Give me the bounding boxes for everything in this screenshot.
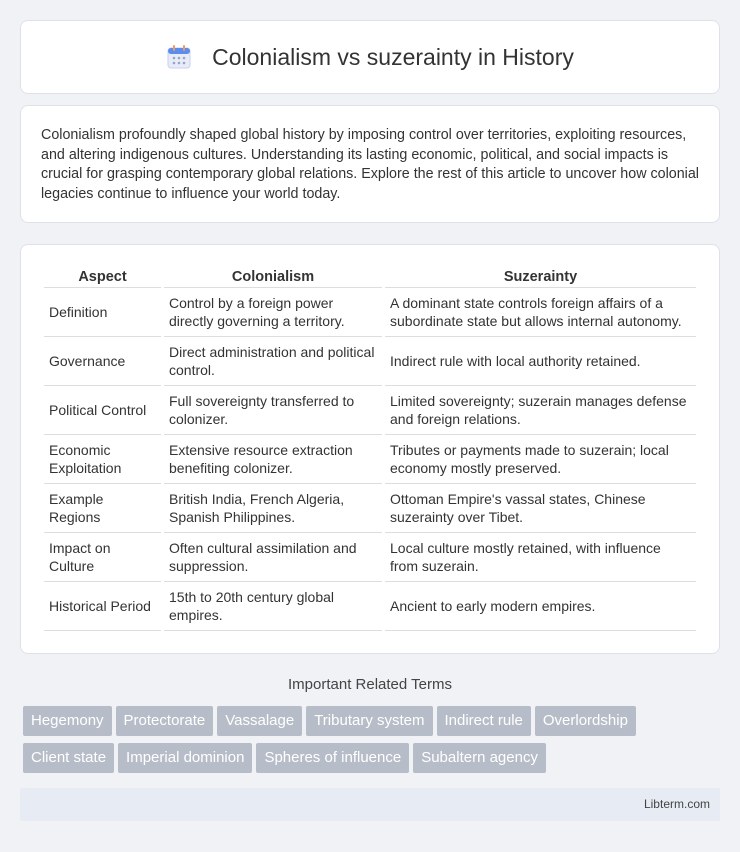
suzerainty-cell: A dominant state controls foreign affairs of a subordinate state but allows internal autonomy.	[385, 288, 696, 337]
tag-spheres-of-influence[interactable]: Spheres of influence	[256, 743, 409, 773]
suzerainty-cell: Limited sovereignty; suzerain manages defense and foreign relations.	[385, 386, 696, 435]
header-colonialism: Colonialism	[164, 265, 382, 288]
page-title: Colonialism vs suzerainty in History	[212, 43, 574, 70]
suzerainty-cell: Ottoman Empire's vassal states, Chinese suzerainty over Tibet.	[385, 484, 696, 533]
suzerainty-cell: Local culture mostly retained, with influence from suzerain.	[385, 533, 696, 582]
tag-client-state[interactable]: Client state	[23, 743, 114, 773]
suzerainty-cell: Tributes or payments made to suzerain; local economy mostly preserved.	[385, 435, 696, 484]
colonialism-cell: Often cultural assimilation and suppression.	[164, 533, 382, 582]
header-aspect: Aspect	[44, 265, 161, 288]
table-row	[44, 288, 696, 337]
header-card	[20, 20, 720, 94]
suzerainty-cell: Ancient to early modern empires.	[385, 582, 696, 631]
tag-protectorate[interactable]: Protectorate	[116, 706, 214, 736]
footer-site-link[interactable]: Libterm.com	[643, 797, 710, 811]
tag-hegemony[interactable]: Hegemony	[23, 706, 112, 736]
tag-indirect-rule[interactable]: Indirect rule	[437, 706, 531, 736]
aspect-cell: Political Control	[44, 386, 161, 435]
aspect-cell: Economic Exploitation	[44, 435, 161, 484]
table-row	[44, 386, 696, 435]
colonialism-cell: Extensive resource extraction benefiting colonizer.	[164, 435, 382, 484]
aspect-cell: Governance	[44, 337, 161, 386]
table-row	[44, 337, 696, 386]
comparison-table	[41, 265, 699, 631]
colonialism-cell: Control by a foreign power directly governing a territory.	[164, 288, 382, 337]
table-row	[44, 533, 696, 582]
related-terms-list	[23, 706, 723, 780]
intro-text: Colonialism profoundly shaped global history by imposing control over territories, exploiting resources, and altering indigenous cultures. Understanding its lasting economic, political, and social impacts is crucial for grasping contemporary global relations. Explore the rest of this article to uncover how colonial legacies continue to influence your world today.	[41, 127, 699, 202]
header-suzerainty: Suzerainty	[385, 265, 696, 288]
tag-overlordship[interactable]: Overlordship	[535, 706, 636, 736]
aspect-cell: Historical Period	[44, 582, 161, 631]
tag-imperial-dominion[interactable]: Imperial dominion	[118, 743, 252, 773]
aspect-cell: Example Regions	[44, 484, 161, 533]
suzerainty-cell: Indirect rule with local authority retained.	[385, 337, 696, 386]
aspect-cell: Impact on Culture	[44, 533, 161, 582]
intro-card	[20, 105, 720, 223]
comparison-table-card	[20, 244, 720, 654]
related-terms-title: Important Related Terms	[288, 676, 452, 693]
tag-tributary-system[interactable]: Tributary system	[306, 706, 432, 736]
tag-vassalage[interactable]: Vassalage	[217, 706, 302, 736]
colonialism-cell: British India, French Algeria, Spanish Philippines.	[164, 484, 382, 533]
table-row	[44, 484, 696, 533]
calendar-icon	[166, 44, 192, 70]
tag-subaltern-agency[interactable]: Subaltern agency	[413, 743, 546, 773]
colonialism-cell: Direct administration and political control.	[164, 337, 382, 386]
table-row	[44, 435, 696, 484]
colonialism-cell: 15th to 20th century global empires.	[164, 582, 382, 631]
colonialism-cell: Full sovereignty transferred to colonizer.	[164, 386, 382, 435]
table-row	[44, 582, 696, 631]
footer	[20, 788, 720, 821]
aspect-cell: Definition	[44, 288, 161, 337]
